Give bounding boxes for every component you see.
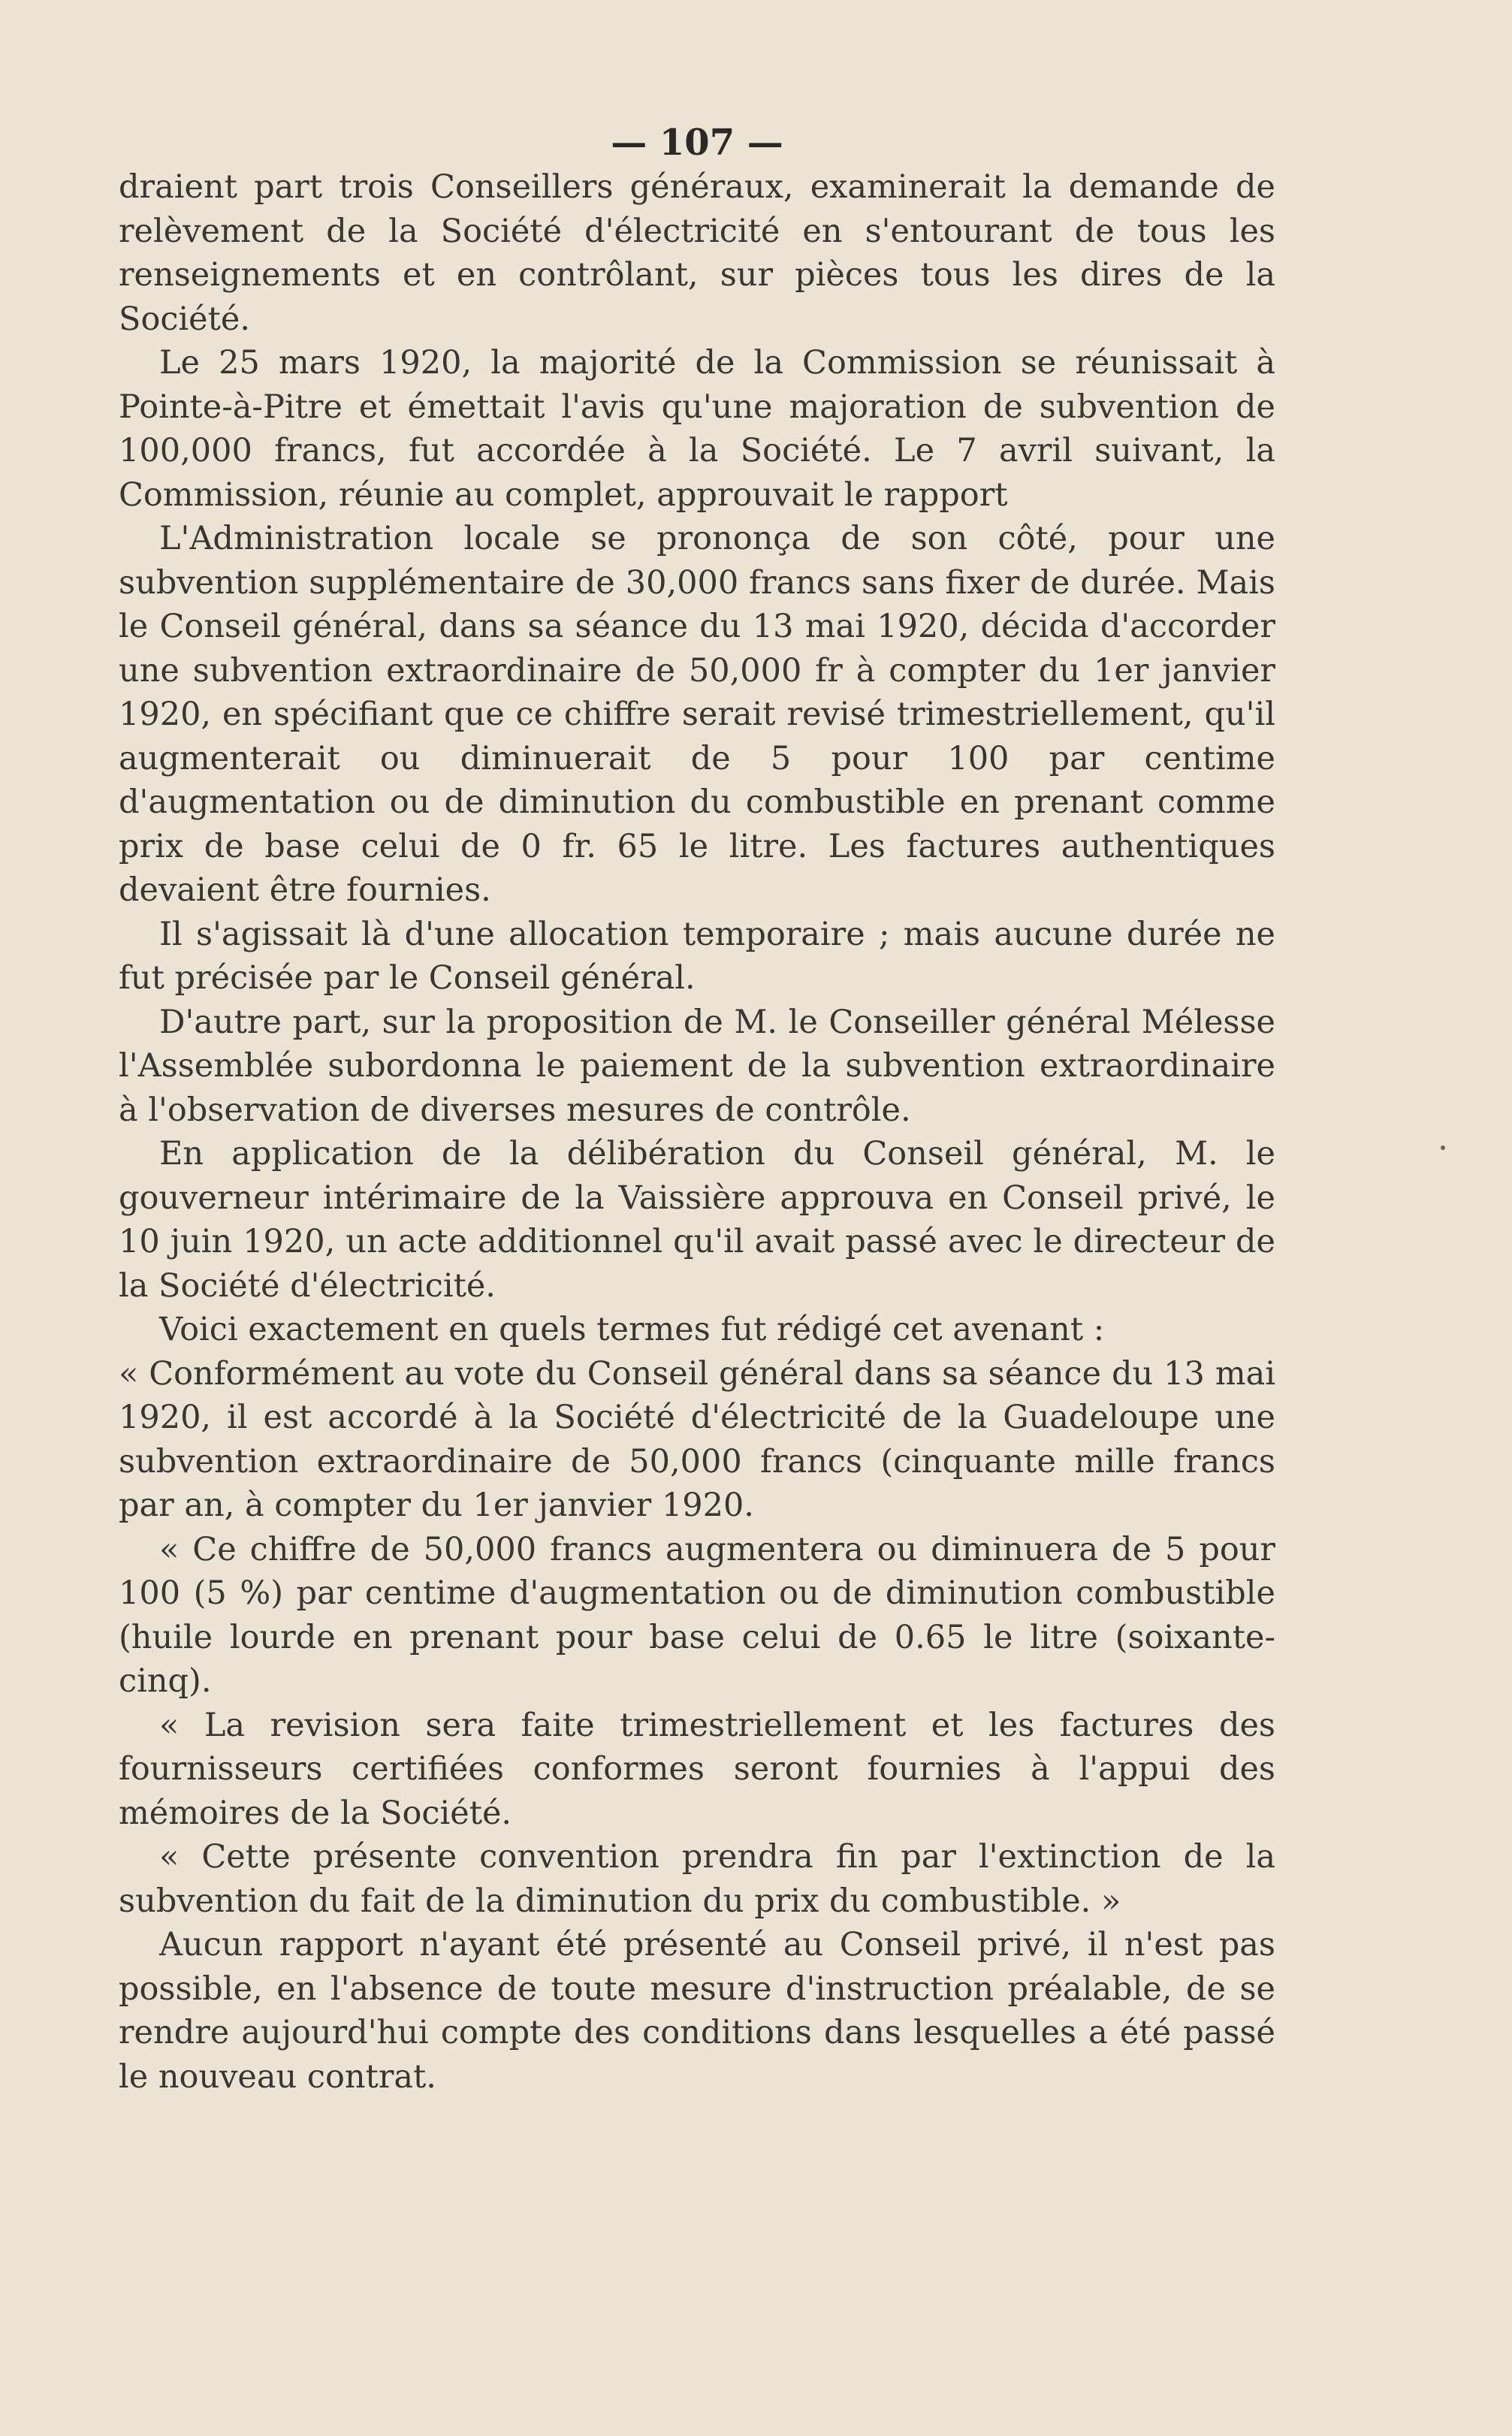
- paragraph-5: D'autre part, sur la proposition de M. le Conseiller général Mélesse l'Assemblée subordonna le paiement de la subvention extraordinaire à l'observation de diverses mesures de contrôle.: [119, 1003, 1275, 1129]
- quote-paragraph-1: « Conformément au vote du Conseil général dans sa séance du 13 mai 1920, il est accordé à la Société d'électricité de la Guadeloupe une subvention extraordinaire de 50,000 francs (cinquante mille francs par an, à compter du 1er janvier 1920.: [119, 1354, 1275, 1524]
- quote-paragraph-3: « La revision sera faite trimestriellement et les factures des fournisseurs certifiées conformes seront fournies à l'appui des mémoires de la Société.: [119, 1706, 1275, 1832]
- paragraph-3: L'Administration locale se prononça de son côté, pour une subvention supplémentaire de 30,000 francs sans fixer de durée. Mais le Conseil général, dans sa séance du 13 mai 1920, décida d'accorder une subvention extraordinaire de 50,000 fr à compter du 1er janvier 1920, en spécifiant que ce chiffre serait revisé trimestriellement, qu'il augmenterait ou diminuerait de 5 pour 100 par centime d'augmentation ou de diminution du combustible en prenant comme prix de base celui de 0 fr. 65 le litre. Les factures authentiques devaient être fournies.: [119, 520, 1275, 909]
- paragraph-8: Aucun rapport n'ayant été présenté au Conseil privé, il n'est pas possible, en l'absence de toute mesure d'instruction préalable, de se rendre aujourd'hui compte des conditions dans lesquelles a été passé le nouveau contrat.: [119, 1926, 1275, 2096]
- page-number: — 107 —: [611, 122, 783, 164]
- paragraph-4: Il s'agissait là d'une allocation temporaire ; mais aucune durée ne fut précisée par le Conseil général.: [119, 915, 1275, 997]
- page-content: [119, 120, 1275, 2099]
- margin-dot-mark: [1441, 1146, 1445, 1150]
- quote-paragraph-2: « Ce chiffre de 50,000 francs augmentera ou diminuera de 5 pour 100 (5 %) par centime d'augmentation ou de diminution combustible (huile lourde en prenant pour base celui de 0.65 le litre (soixante-cinq).: [119, 1530, 1275, 1700]
- paragraph-6: En application de la délibération du Conseil général, M. le gouverneur intérimaire de la Vaissière approuva en Conseil privé, le 10 juin 1920, un acte additionnel qu'il avait passé avec le directeur de la Société d'électricité.: [119, 1135, 1275, 1305]
- paragraph-2: Le 25 mars 1920, la majorité de la Commission se réunissait à Pointe-à-Pitre et émettait l'avis qu'une majoration de subvention de 100,000 francs, fut accordée à la Société. Le 7 avril suivant, la Commission, réunie au complet, approuvait le rapport: [119, 344, 1275, 514]
- paragraph-7: Voici exactement en quels termes fut rédigé cet avenant :: [159, 1311, 1105, 1348]
- paragraph-1: draient part trois Conseillers généraux, examinerait la demande de relèvement de la Société d'électricité en s'entourant de tous les renseignements et en contrôlant, sur pièces tous les dires de la Société.: [119, 168, 1275, 338]
- quote-paragraph-4: « Cette présente convention prendra fin par l'extinction de la subvention du fait de la diminution du prix du combustible. »: [119, 1838, 1275, 1920]
